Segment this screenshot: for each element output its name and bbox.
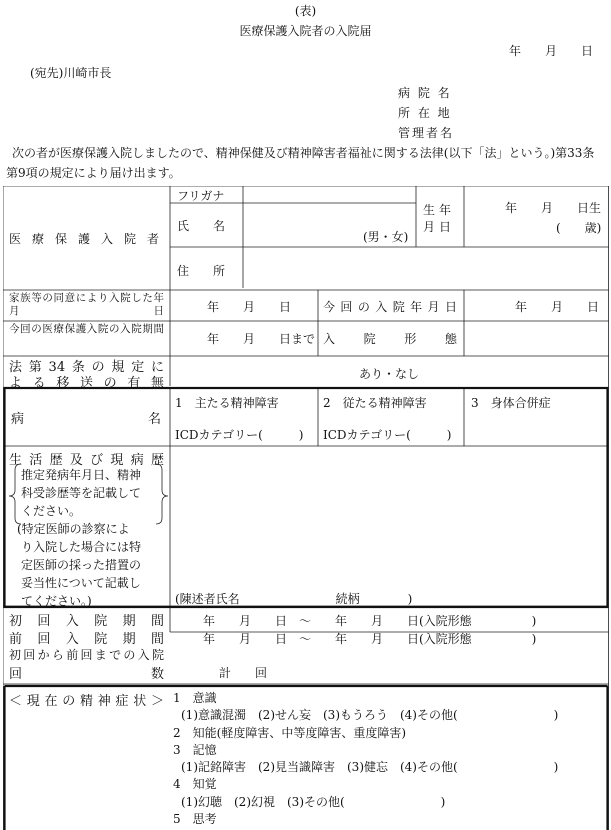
period-label: 今回の医療保護入院の入院期間	[9, 323, 164, 335]
symptom-line[interactable]: (1)記銘障害 (2)見当識障害 (3)健忘 (4)その他( )	[181, 760, 559, 775]
admission-count-value[interactable]: 計 回	[219, 666, 268, 680]
primary-disorder: 1 主たる精神障害	[175, 396, 279, 410]
form-title: 医療保護入院者の入院届	[239, 24, 372, 38]
symptoms-label: ＜現在の精神症状＞	[9, 694, 164, 709]
period-value[interactable]: 年 月 日まで	[207, 332, 316, 346]
patient-section-label: 医療保護入院者	[9, 232, 159, 246]
sex-options[interactable]: (男・女)	[363, 230, 409, 244]
consent-date-value[interactable]: 年 月 日	[207, 300, 292, 314]
form-label: 入院形態	[323, 332, 457, 346]
address-label: 住 所	[177, 264, 226, 278]
hospital-name-label: 病 院 名	[398, 86, 452, 100]
symptom-line[interactable]: (1)幻聴 (2)幻視 (3)その他( )	[181, 794, 446, 809]
symptom-line[interactable]: 2 知能(軽度障害、中等度障害、重度障害)	[173, 725, 406, 740]
admit-date-label: 今回の入院年月日	[323, 300, 457, 314]
form-table	[3, 186, 609, 830]
transfer-label-1: 法第34条の規定に	[9, 360, 164, 375]
icd-category-1[interactable]: ICDカテゴリー( )	[175, 428, 304, 442]
intro-text: 次の者が医療保護入院しましたので、精神保健及び精神障害者福祉に関する法律(以下「法」という。)第33条第9項の規定により届け出ます。	[6, 146, 595, 180]
history-note-specialist: (特定医師の診察によ り入院した場合には特 定医師の採った措置の 妥当性について記載し てください。)	[17, 522, 142, 608]
admission-count-label-1: 初回から前回までの入院	[9, 648, 164, 662]
submission-date[interactable]: 年 月 日	[508, 44, 593, 58]
disease-label: 病名	[11, 412, 161, 427]
form-kind: (表)	[294, 4, 317, 18]
transfer-value[interactable]: あり・なし	[359, 367, 420, 381]
first-admission-label: 初回入院期間	[9, 614, 164, 629]
prev-admission-value[interactable]: 年 月 日 ～ 年 月 日(入院形態 )	[203, 632, 537, 646]
admission-count-label-2: 回 数	[9, 667, 164, 682]
administrator-label: 管理者名	[398, 126, 455, 140]
symptom-line[interactable]: (1)意識混濁 (2)せん妄 (3)もうろう (4)その他( )	[181, 708, 559, 723]
transfer-label-2: よる移送の有無	[9, 376, 164, 391]
icd-category-2[interactable]: ICDカテゴリー( )	[323, 428, 452, 442]
narrator-field[interactable]: (陳述者氏名 続柄 )	[175, 592, 413, 606]
prev-admission-label: 前回入院期間	[9, 632, 164, 647]
first-admission-value[interactable]: 年 月 日 ～ 年 月 日(入院形態 )	[203, 614, 537, 628]
admit-date-value[interactable]: 年 月 日	[515, 300, 600, 314]
secondary-disorder: 2 従たる精神障害	[323, 396, 427, 410]
birth-label-2: 月日	[423, 220, 456, 234]
hospital-address-label: 所 在 地	[398, 106, 452, 120]
age[interactable]: ( 歳)	[556, 221, 602, 235]
symptom-line: 4 知覚	[173, 777, 217, 792]
birth-label-1: 生年	[423, 203, 456, 217]
symptom-line: 1 意識	[173, 691, 217, 705]
symptoms-list	[173, 690, 558, 828]
name-label: 氏 名	[177, 219, 226, 233]
history-label: 生活歴及び現病歴	[9, 453, 164, 468]
consent-date-label: 家族等の同意により入院した年月日	[9, 292, 164, 317]
history-note: 推定発病年月日、精神 科受診歴等を記載して ください。	[21, 468, 142, 518]
birth-date[interactable]: 年 月 日生	[505, 201, 602, 215]
symptom-line: 5 思考	[173, 812, 217, 827]
symptom-line: 3 記憶	[173, 742, 217, 757]
furigana-label: フリガナ	[177, 189, 225, 203]
physical-complication: 3 身体合併症	[471, 396, 551, 410]
addressee: (宛先)川崎市長	[30, 66, 112, 80]
